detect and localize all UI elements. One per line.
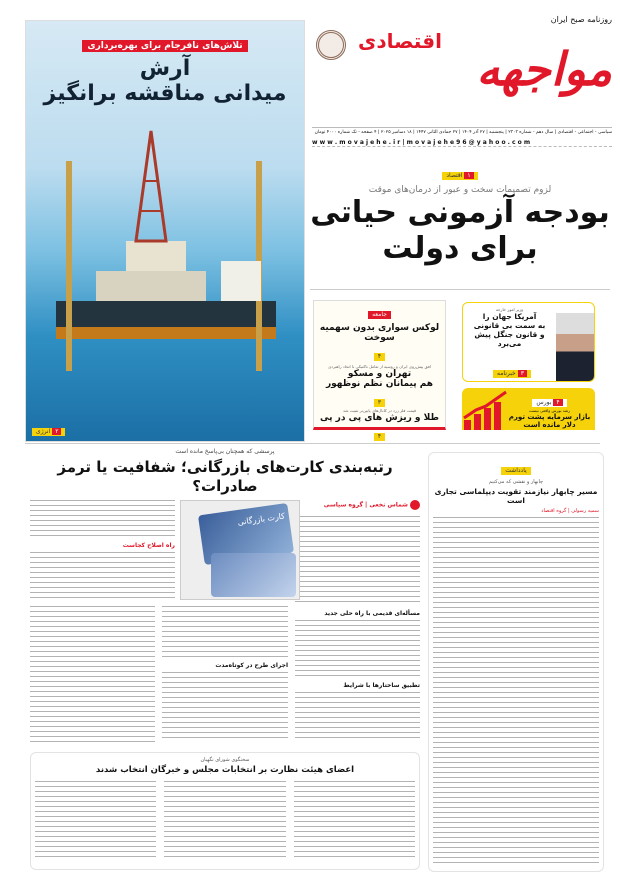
box-story-title[interactable]: تهران و مسکو (347, 369, 412, 379)
issue-info: سیاسی - اجتماعی - اقتصادی | سال دهم - شماره ۲۳۰۳ | پنجشنبه | ۲۷ آذر ۱۴۰۴ | ۲۷ جمادی الثانی ۱۴۴۷ | ۱۸ دسامبر ۲۰۲۵ | ۴ صفحه - تک شماره ۴۰۰۰ تومان (312, 127, 612, 135)
market-title: بازار سرمایه پشت تورم (508, 413, 591, 421)
box-story-kicker: افق پیش‌روی ایران و روسیه از تعامل تاکتیکی تا اتحاد راهبردی (328, 364, 431, 369)
bottom-title: اعضای هیئت نظارت بر انتخابات مجلس و خبرگان انتخاب شدند (95, 765, 355, 775)
box-story-kicker: قیمت فلز زرد در کانال‌های پایین‌تر تثبیت شد (342, 408, 416, 413)
author-icon (410, 500, 420, 510)
page-tag: ۴بورس (532, 399, 566, 407)
divider (25, 443, 600, 444)
lead-title-2: برای دولت (382, 231, 538, 266)
cover-subtitle: میدانی مناقشه برانگیز (43, 81, 287, 106)
page-tag: ۴ (374, 433, 385, 441)
page-tag: ۴ (374, 353, 385, 361)
side-section-tag: یادداشت (501, 467, 530, 475)
side-column[interactable] (428, 452, 604, 872)
commercial-card-image: کارت بازرگانی (180, 500, 300, 600)
side-byline: سمیه رسولی | گروه اقتصاد (541, 508, 599, 514)
box-story-title[interactable]: لوکس سواری بدون سهمیه سوخت (319, 323, 440, 343)
byline: شماس نخعی | گروه سیاسی (324, 500, 420, 510)
subhead: راه اصلاح کجاست (122, 542, 175, 549)
subhead: مسأله‌ای قدیمی با راه حلی جدید (324, 610, 420, 617)
interview-title-2: به سمت بی قانونی (473, 321, 546, 330)
article-title: رتبه‌بندی کارت‌های بازرگانی؛ شفافیت یا ترمز صادرات؟ (57, 458, 393, 495)
lead-title: بودجه آزمونی حیاتی (310, 195, 610, 230)
subhead: تطبیق ساختارها با شرایط (343, 682, 420, 689)
interview-box[interactable] (462, 302, 595, 382)
interview-title-3: و قانون جنگل پیش می‌برد (474, 330, 545, 348)
logo-sub: اقتصادی (358, 29, 442, 53)
box-story-title[interactable]: طلا و ریزش های پی در پی (320, 413, 439, 423)
tagline: روزنامه صبح ایران (550, 15, 612, 24)
news-box (313, 300, 446, 440)
bottom-news[interactable] (30, 752, 420, 870)
website-email[interactable]: w w w . m o v a j e h e . i r | m o v a j e h e 9 6 @ y a h o o . c o m (312, 139, 612, 147)
market-title-2: دلار مانده است (523, 421, 576, 429)
box-section-tag: جامعه (368, 311, 391, 319)
cover-title: آرش (139, 56, 191, 81)
subhead: اجرای طرح در کوتاه‌مدت (215, 662, 288, 669)
oil-rig-image (26, 121, 306, 421)
article-kicker: پرسشی که همچنان بی‌پاسخ مانده است (175, 448, 275, 455)
market-box[interactable] (462, 388, 595, 430)
interview-title: آمریکا جهان را (482, 312, 537, 321)
page-tag: ۳ (374, 399, 385, 407)
lead-kicker: لزوم تصمیمات سخت و عبور از درمان‌های موقت (368, 185, 552, 195)
logo: مواجهه (476, 42, 612, 96)
side-kicker: چابهار و نقشی که می‌کنیم (488, 479, 544, 485)
cover-page-tag[interactable]: ۲انرژی (32, 428, 65, 436)
rising-chart-icon (462, 388, 512, 430)
lead-story[interactable] (310, 162, 610, 290)
page-tag: ۳خبرنامه (493, 370, 531, 378)
main-article[interactable] (30, 448, 420, 748)
cover-story[interactable] (25, 20, 305, 442)
market-kicker: رشد بورس واقعی نیست (528, 408, 571, 413)
side-title: مسیر چابهار نیازمند تقویت دیپلماسی تجاری است (434, 487, 598, 505)
bottom-kicker: سخنگوی شورای نگهبان (200, 757, 250, 763)
box-story-title-2[interactable]: هم پیمانان نظم نوظهور (325, 379, 434, 389)
seal-icon (316, 30, 346, 60)
lead-section-tag: ۱اقتصاد (442, 172, 477, 180)
masthead (312, 15, 612, 155)
portrait-image (556, 313, 594, 382)
cover-kicker: تلاش‌های نافرجام برای بهره‌برداری (82, 40, 247, 52)
interview-kicker: وزیر امور خارجه (495, 307, 524, 312)
